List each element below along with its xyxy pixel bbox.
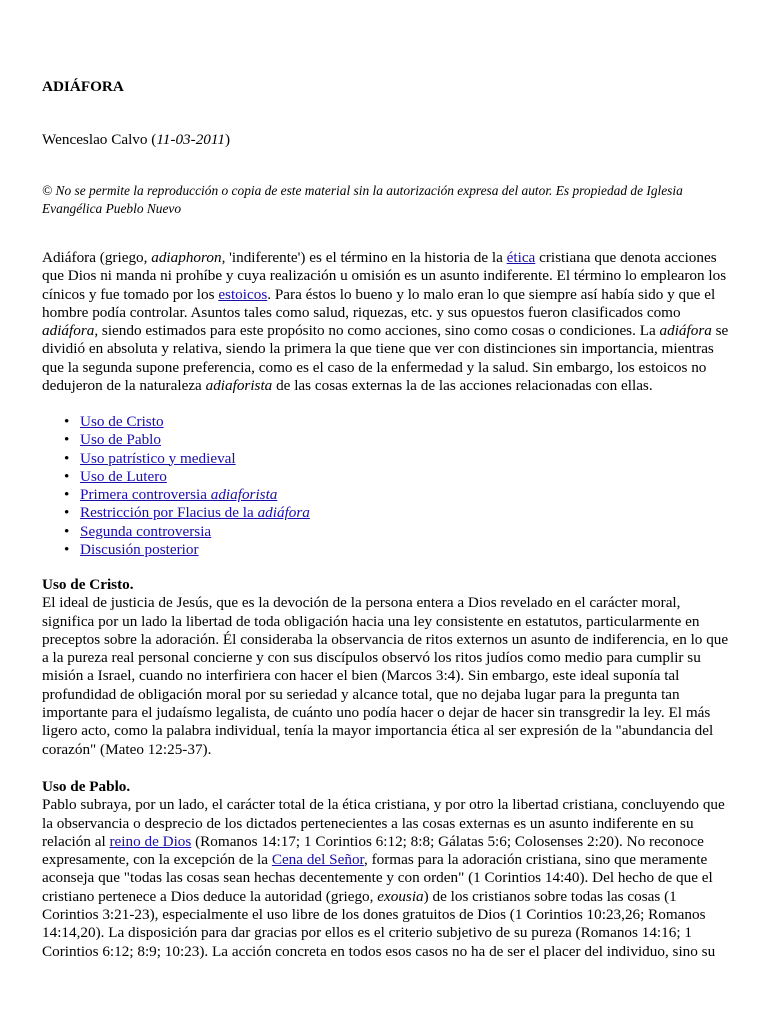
toc-item: [42, 486, 732, 504]
intro-paragraph: Adiáfora (griego, adiaphoron, 'indiferente') es el término en la historia de la ética cristiana que denota acciones que Dios ni manda ni prohíbe y cuya realización u omisión es un asunto indiferente. El término lo emplearon los cínicos y fue tomado por los estoicos. Para éstos lo bueno y lo malo eran lo que siempre así había sido y que el hombre podía controlar. Asuntos tales como salud, riquezas, etc. y sus opuestos fueron clasificados como adiáfora, siendo estimados para este propósito no como acciones, sino como cosas o condiciones. La adiáfora se dividió en absoluta y relativa, siendo la primera la que tiene que ver con distinciones sin importancia, mientras que la segunda supone preferencia, como es el caso de la enfermedad y la salud. Sin embargo, los estoicos no dedujeron de la naturaleza adiaforista de las cosas externas la de las acciones relacionadas con ellas.: [42, 249, 729, 395]
bullet-icon: •: [64, 486, 70, 504]
toc-item: [42, 431, 732, 449]
document-title: ADIÁFORA: [42, 78, 124, 95]
bullet-icon: •: [64, 541, 70, 559]
toc-link-restriccion-flacius[interactable]: Restricción por Flacius de la adiáfora: [80, 504, 310, 522]
toc-item: [42, 523, 732, 541]
bullet-icon: •: [64, 449, 70, 467]
toc-link-uso-de-pablo[interactable]: Uso de Pablo: [80, 431, 161, 449]
toc-link-discusion-posterior[interactable]: Discusión posterior: [80, 541, 199, 559]
toc-link-uso-de-lutero[interactable]: Uso de Lutero: [80, 467, 167, 485]
toc-item: [42, 541, 732, 559]
bullet-icon: •: [64, 504, 70, 522]
toc-link-primera-controversia[interactable]: Primera controversia adiaforista: [80, 486, 278, 504]
toc-item: [42, 450, 732, 468]
toc-item: [42, 468, 732, 486]
bullet-icon: •: [64, 467, 70, 485]
toc-item: [42, 504, 732, 522]
toc-link-uso-de-cristo[interactable]: Uso de Cristo: [80, 413, 164, 430]
publication-date: 11-03-2011: [156, 131, 225, 148]
reino-de-dios-link[interactable]: reino de Dios: [109, 832, 192, 850]
estoicos-link[interactable]: estoicos: [218, 285, 268, 303]
section-body: El ideal de justicia de Jesús, que es la devoción de la persona entera a Dios revelado en el carácter moral, significa por un lado la libertad de toda obligación hacia una ley consistente en estatutos, particularmente en preceptos sobre la adoración. Él consideraba la observancia de ritos externos un asunto de indiferencia, en lo que a la pureza real personal concierne y con sus discípulos observó los ritos judíos como medio para cumplir su misión a Israel, cuando no interfiriera con hacer el bien (Marcos 3:4). Sin embargo, este ideal suponía tal profundidad de obligación moral por su seriedad y alcance total, que no dejaba lugar para la pregunta tan importante para el judaísmo legalista, de cuánto uno podía hacer o dejar de hacer sin transgredir la ley. El más ligero acto, como la palabra individual, tenía la mayor importancia ética al ser expresión de la "abundancia del corazón" (Mateo 12:25-37).: [42, 594, 729, 758]
bullet-icon: •: [64, 522, 70, 540]
bullet-icon: •: [64, 413, 70, 430]
author-line: Wenceslao Calvo (11-03-2011): [42, 131, 231, 148]
section-uso-de-cristo: [42, 576, 732, 759]
author-name: Wenceslao Calvo: [42, 131, 148, 148]
bullet-icon: •: [64, 431, 70, 449]
section-heading: Uso de Pablo.: [42, 778, 131, 795]
section-body: Pablo subraya, por un lado, el carácter total de la ética cristiana, y por otro la libertad cristiana, concluyendo que la observancia o desprecio de los dictados pertenecientes a las cosas externas es un asunto indiferente en su relación al reino de Dios (Romanos 14:17; 1 Corintios 6:12; 8:8; Gálatas 5:6; Colosenses 2:20). No reconoce expresamente, con la excepción de la Cena del Señor, formas para la adoración cristiana, sino que meramente aconseja que "todas las cosas sean hechas decentemente y con orden" (1 Corintios 14:40). Del hecho de que el cristiano pertenece a Dios deduce la autoridad (griego, exousia) de los cristianos sobre todas las cosas (1 Corintios 3:21-23), especialmente el uso libre de los dones gratuitos de Dios (1 Corintios 10:23,26; Romanos 14:14,20). La disposición para dar gracias por ellos es el criterio subjetivo de su pureza (Romanos 14:16; 1 Corintios 6:12; 8:9; 10:23). La acción concreta en todos esos casos no ha de ser el placer del individuo, sino su: [42, 796, 725, 960]
table-of-contents: [42, 413, 732, 559]
toc-item: [42, 413, 732, 431]
toc-link-uso-patristico[interactable]: Uso patrístico y medieval: [80, 449, 236, 467]
section-heading: Uso de Cristo.: [42, 576, 134, 593]
cena-del-senor-link[interactable]: Cena del Señor: [271, 851, 364, 869]
etica-link[interactable]: ética: [506, 249, 536, 266]
toc-link-segunda-controversia[interactable]: Segunda controversia: [80, 522, 212, 540]
section-uso-de-pablo: [42, 778, 732, 961]
copyright-notice: © No se permite la reproducción o copia de este material sin la autorización expresa del autor. Es propiedad de Iglesia Evangélica Pueblo Nuevo: [42, 183, 683, 216]
